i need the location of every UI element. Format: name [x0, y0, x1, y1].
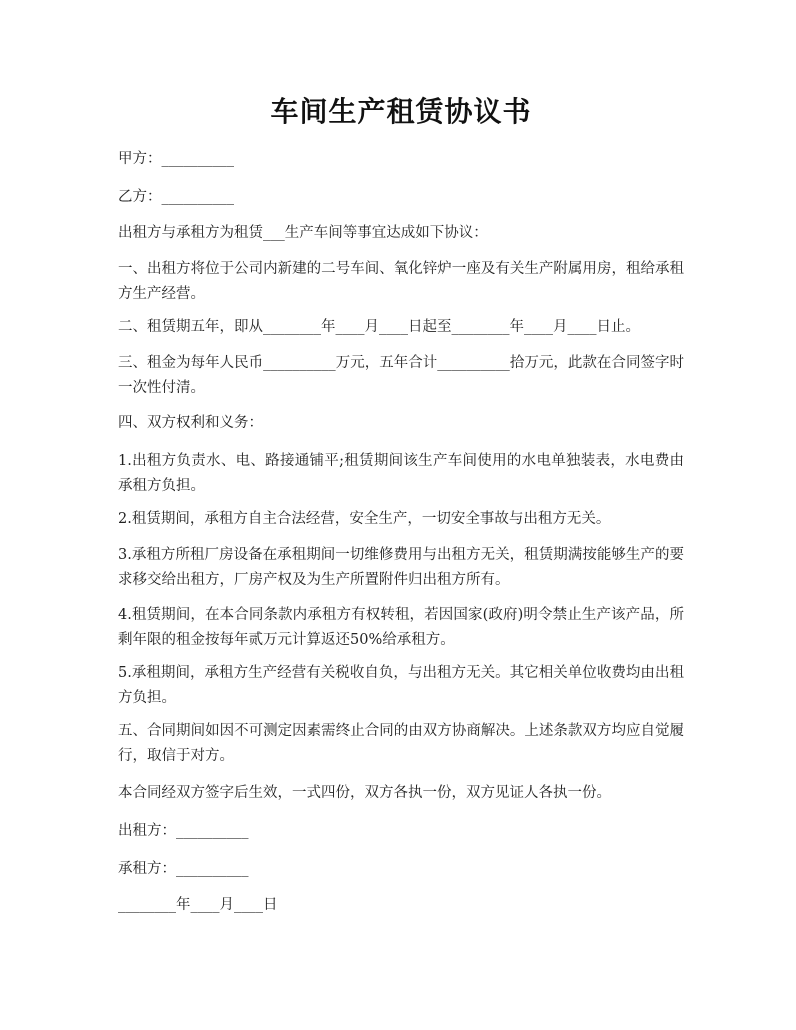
lessor-signature-line: 出租方：__________	[118, 823, 249, 839]
lessee-signature-line: 承租方：__________	[118, 861, 249, 877]
clause-4-item-4: 4.租赁期间，在本合同条款内承租方有权转租，若因国家(政府)明令禁止生产该产品，所剩年限的租金按每年贰万元计算返还50%给承租方。	[118, 607, 684, 648]
clause-4-heading: 四、双方权利和义务：	[118, 415, 263, 431]
clause-4-item-1: 1.出租方负责水、电、路接通铺平;租赁期间该生产车间使用的水电单独装表，水电费由承租方负担。	[118, 453, 684, 494]
clause-4-item-3: 3.承租方所租厂房设备在承租期间一切维修费用与出租方无关，租赁期满按能够生产的要求移交给出租方，厂房产权及为生产所置附件归出租方所有。	[118, 547, 684, 588]
party-a-line: 甲方：__________	[118, 151, 234, 167]
clause-4-item-5: 5.承租期间，承租方生产经营有关税收自负，与出租方无关。其它相关单位收费均由出租方负担。	[118, 665, 684, 706]
document-title: 车间生产租赁协议书	[270, 95, 532, 128]
intro-paragraph: 出租方与承租方为租赁___生产车间等事宜达成如下协议：	[118, 225, 488, 241]
clause-4-item-2: 2.租赁期间，承租方自主合法经营，安全生产，一切安全事故与出租方无关。	[118, 511, 611, 527]
clause-1: 一、出租方将位于公司内新建的二号车间、氧化锌炉一座及有关生产附属用房，租给承租方生产经营。	[118, 261, 684, 302]
clause-2: 二、租赁期五年，即从________年____月____日起至________年____月____日止。	[118, 319, 640, 335]
date-line: ________年____月____日	[118, 897, 278, 913]
clause-3: 三、租金为每年人民币__________万元，五年合计__________拾万元，此款在合同签字时一次性付清。	[118, 355, 684, 396]
party-b-line: 乙方：__________	[118, 189, 234, 205]
clause-5: 五、合同期间如因不可测定因素需终止合同的由双方协商解决。上述条款双方均应自觉履行，取信于对方。	[118, 723, 684, 764]
effective-clause: 本合同经双方签字后生效，一式四份，双方各执一份，双方见证人各执一份。	[118, 785, 611, 801]
